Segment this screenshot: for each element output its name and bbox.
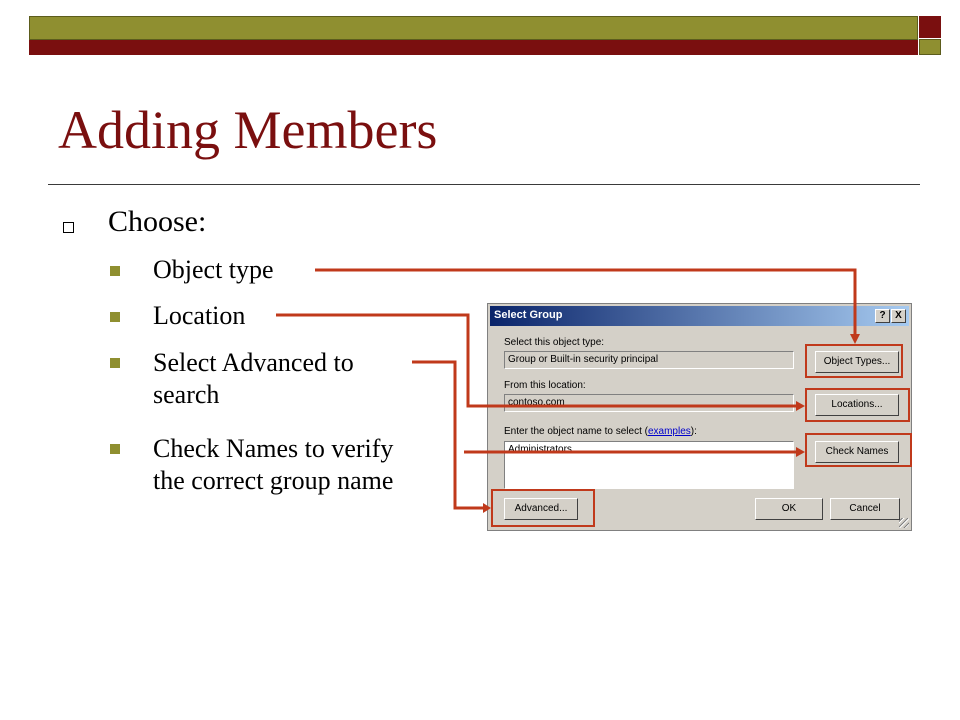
cancel-button[interactable]: Cancel bbox=[830, 498, 900, 520]
check-names-button[interactable]: Check Names bbox=[815, 441, 899, 463]
advanced-button[interactable]: Advanced... bbox=[504, 498, 578, 520]
bullet-check-names-line2: the correct group name bbox=[153, 466, 394, 495]
help-button[interactable]: ? bbox=[875, 309, 890, 323]
bullet-location: Location bbox=[153, 301, 246, 330]
connector-location bbox=[276, 315, 797, 406]
object-types-button[interactable]: Object Types... bbox=[815, 351, 899, 373]
location-label: From this location: bbox=[504, 380, 586, 391]
location-field: contoso.com bbox=[504, 394, 794, 412]
object-type-field: Group or Built-in security principal bbox=[504, 351, 794, 369]
bullet-select-advanced-line1: Select Advanced to bbox=[153, 348, 354, 377]
object-type-label: Select this object type: bbox=[504, 337, 605, 348]
arrowhead-locations bbox=[796, 401, 805, 411]
ok-button[interactable]: OK bbox=[755, 498, 823, 520]
arrowhead-advanced bbox=[483, 503, 491, 513]
object-names-textarea[interactable]: Administrators bbox=[504, 441, 794, 489]
arrowhead-object-types bbox=[850, 334, 860, 344]
slide-title: Adding Members bbox=[58, 100, 438, 160]
close-button[interactable]: X bbox=[891, 309, 906, 323]
enter-names-label-suffix: ): bbox=[690, 426, 697, 437]
connector-object-type bbox=[315, 270, 855, 336]
bullet-select-advanced-line2: search bbox=[153, 380, 220, 409]
arrowhead-check-names bbox=[796, 447, 805, 457]
bullet-object-type: Object type bbox=[153, 255, 274, 284]
bullet-heading: Choose: bbox=[108, 205, 207, 238]
enter-names-label-text: Enter the object name to select ( bbox=[504, 426, 648, 437]
examples-link[interactable]: examples bbox=[647, 426, 691, 437]
locations-button[interactable]: Locations... bbox=[815, 394, 899, 416]
bullet-check-names-line1: Check Names to verify bbox=[153, 434, 394, 463]
connector-advanced bbox=[412, 362, 484, 508]
dialog-title: Select Group bbox=[494, 309, 563, 321]
